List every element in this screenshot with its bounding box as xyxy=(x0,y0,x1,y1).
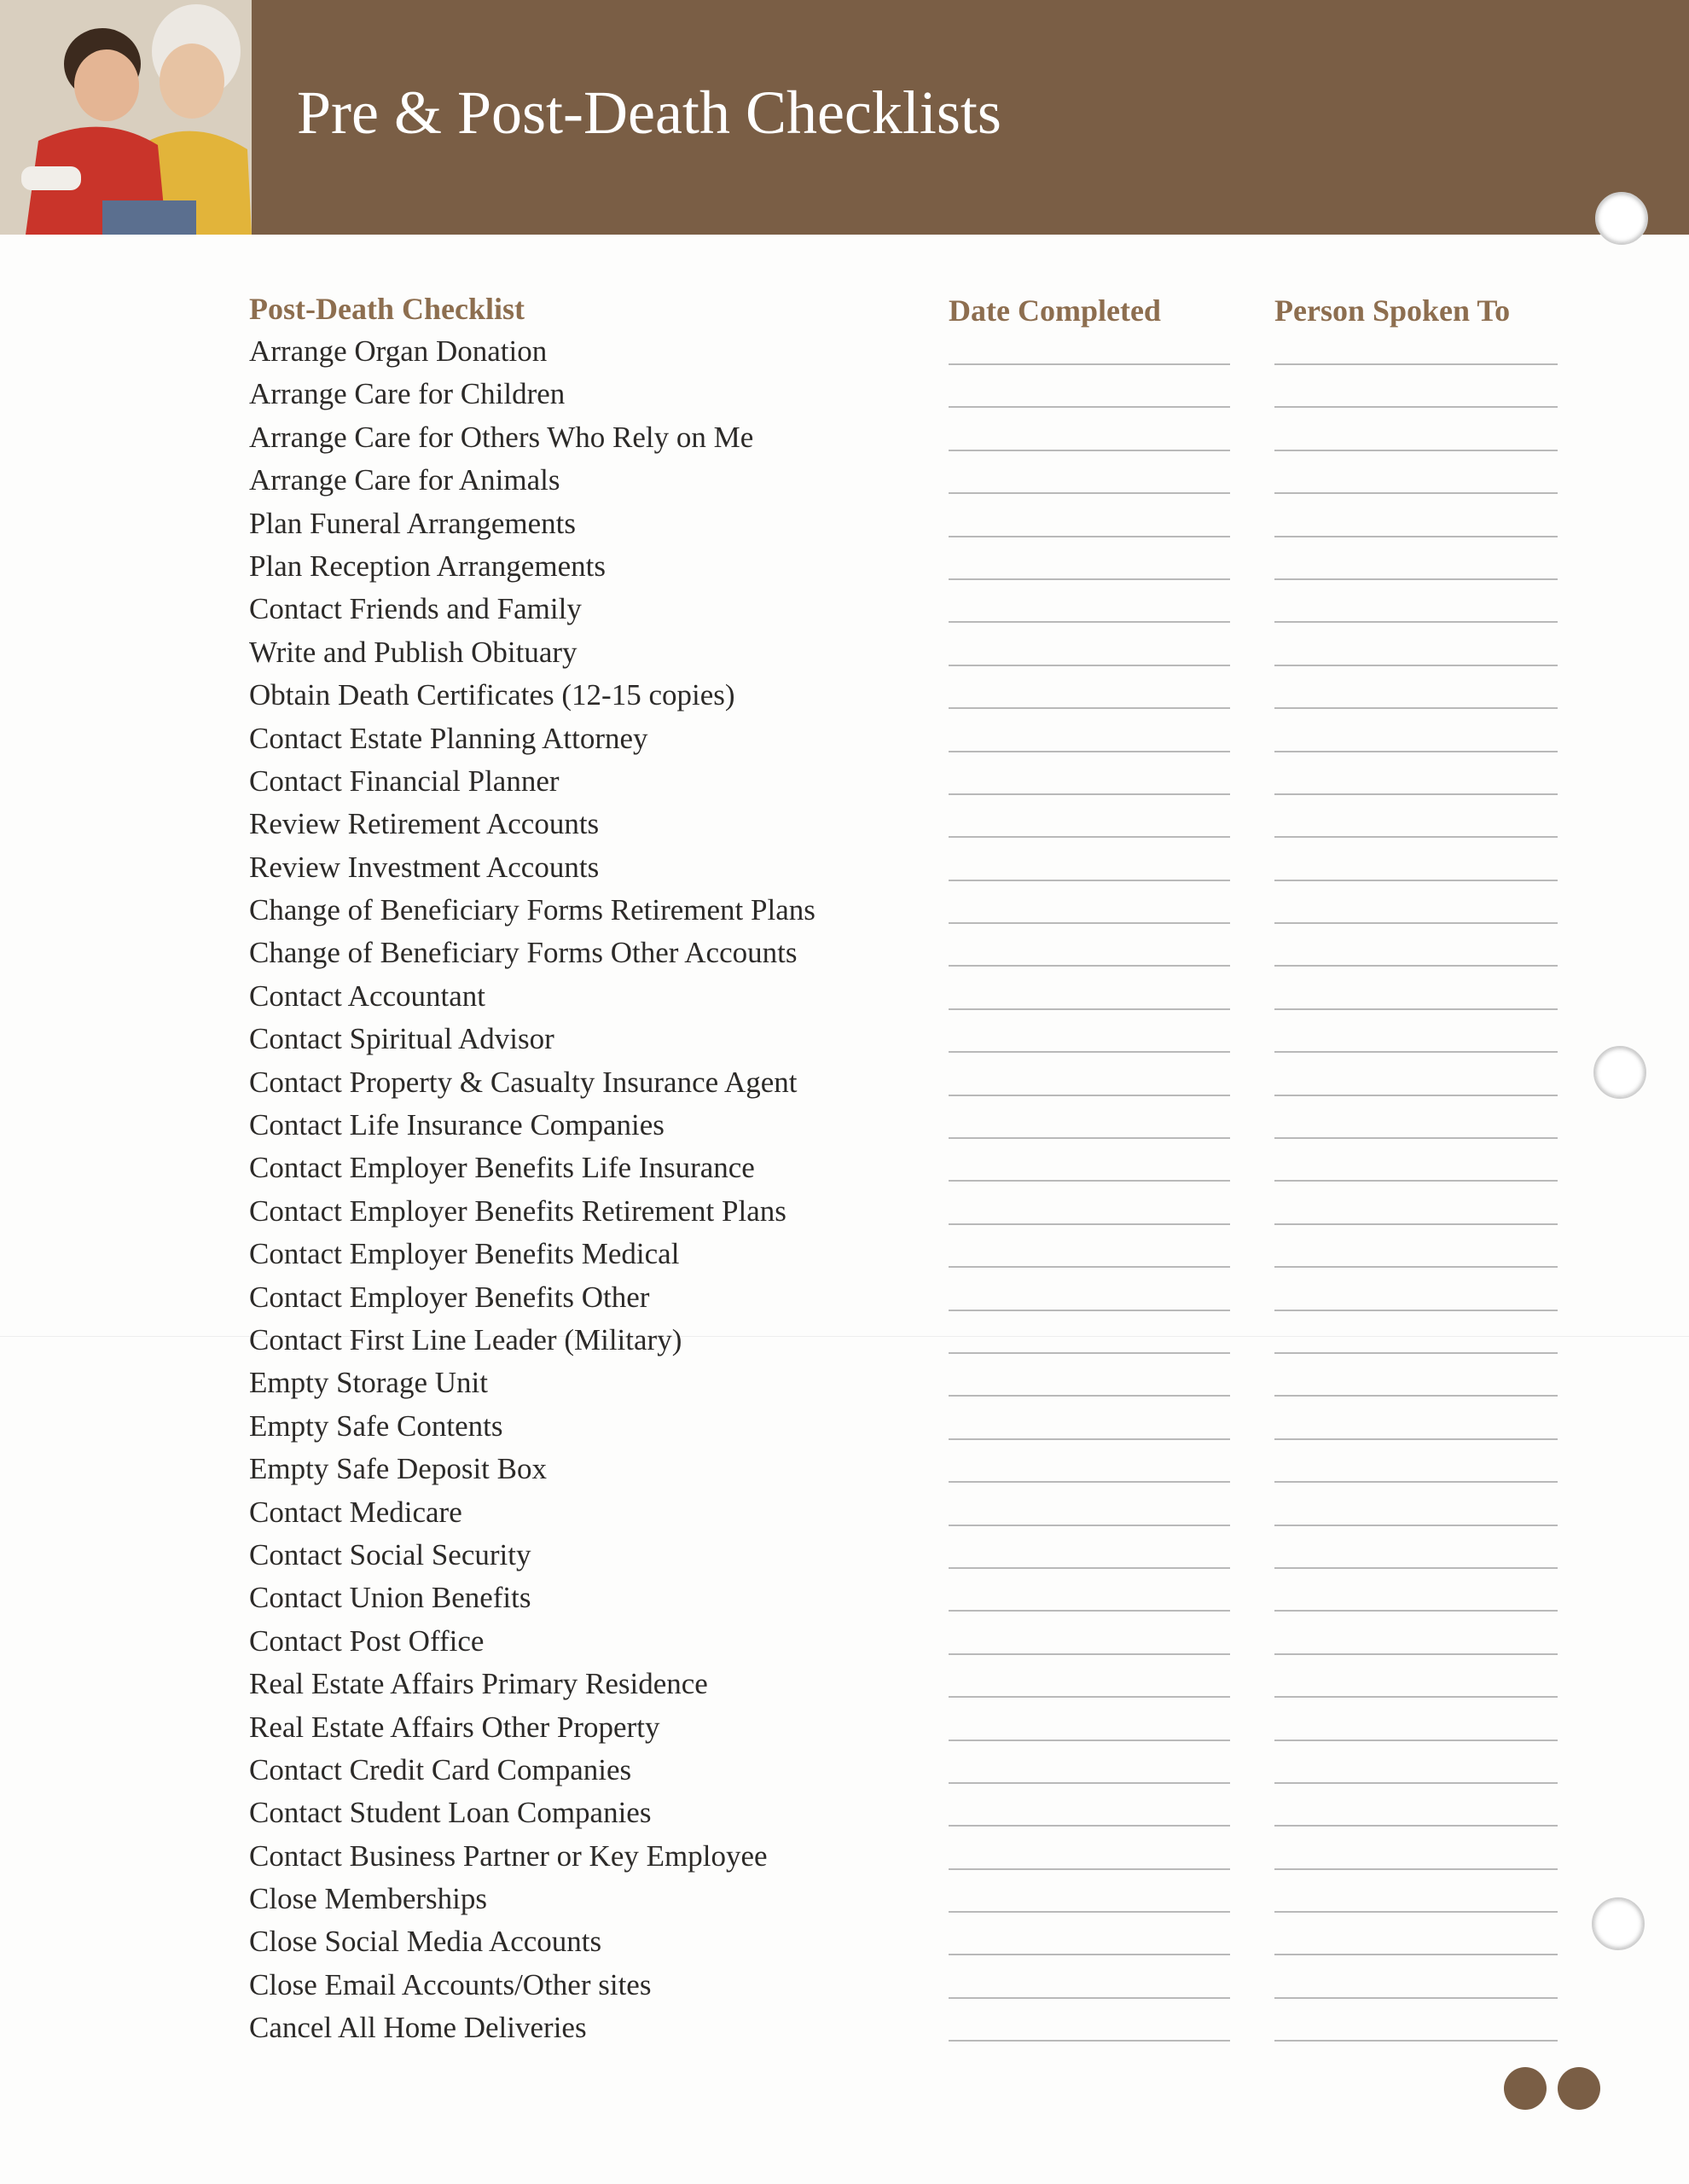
date-completed-header: Date Completed xyxy=(949,293,1161,328)
date-completed-field[interactable] xyxy=(949,1352,1230,1354)
checklist-row xyxy=(249,1022,1563,1065)
person-spoken-to-field[interactable] xyxy=(1274,1825,1558,1827)
checklist-row xyxy=(249,334,1563,377)
date-completed-field[interactable] xyxy=(949,1481,1230,1483)
checklist-item-label: Contact Union Benefits xyxy=(249,1581,531,1615)
checklist-row xyxy=(249,1066,1563,1108)
person-spoken-to-field[interactable] xyxy=(1274,1740,1558,1741)
checklist-item-label: Contact Credit Card Companies xyxy=(249,1752,632,1786)
checklist-row xyxy=(249,1452,1563,1495)
checklist-row xyxy=(249,1108,1563,1151)
checklist-row xyxy=(249,2011,1563,2053)
person-spoken-to-field[interactable] xyxy=(1274,793,1558,795)
checklist-row xyxy=(249,1237,1563,1280)
person-spoken-to-field[interactable] xyxy=(1274,1653,1558,1655)
person-spoken-to-field[interactable] xyxy=(1274,1137,1558,1139)
person-spoken-to-field[interactable] xyxy=(1274,578,1558,580)
checklist-row xyxy=(249,722,1563,764)
person-spoken-to-field[interactable] xyxy=(1274,1567,1558,1569)
checklist-row xyxy=(249,1796,1563,1838)
checklist-item-label: Contact Employer Benefits Medical xyxy=(249,1237,680,1271)
checklist-row xyxy=(249,1496,1563,1538)
date-completed-field[interactable] xyxy=(949,2040,1230,2042)
date-completed-field[interactable] xyxy=(949,1223,1230,1225)
checklist-row xyxy=(249,851,1563,893)
checklist-row xyxy=(249,421,1563,463)
checklist-row xyxy=(249,636,1563,678)
date-completed-field[interactable] xyxy=(949,1610,1230,1612)
date-completed-field[interactable] xyxy=(949,1395,1230,1397)
checklist-item-label: Contact Business Partner or Key Employee xyxy=(249,1838,768,1873)
checklist-item-label: Close Memberships xyxy=(249,1882,488,1916)
checklist-item-label: Close Email Accounts/Other sites xyxy=(249,1967,652,2001)
checklist-item-label: Empty Safe Deposit Box xyxy=(249,1452,547,1486)
checklist-row xyxy=(249,1366,1563,1409)
page-title: Pre & Post-Death Checklists xyxy=(297,78,1001,147)
checklist-row xyxy=(249,979,1563,1022)
checklist-row xyxy=(249,1151,1563,1194)
checklist-item-label: Write and Publish Obituary xyxy=(249,635,578,669)
person-spoken-to-field[interactable] xyxy=(1274,1911,1558,1913)
date-completed-field[interactable] xyxy=(949,1137,1230,1139)
date-completed-field[interactable] xyxy=(949,665,1230,666)
date-completed-field[interactable] xyxy=(949,1782,1230,1784)
checklist-item-label: Plan Funeral Arrangements xyxy=(249,506,576,540)
date-completed-field[interactable] xyxy=(949,1740,1230,1741)
checklist-row xyxy=(249,1667,1563,1710)
checklist-row xyxy=(249,592,1563,635)
header-banner xyxy=(0,0,1689,235)
date-completed-field[interactable] xyxy=(949,578,1230,580)
person-spoken-to-field[interactable] xyxy=(1274,1008,1558,1010)
person-spoken-to-field[interactable] xyxy=(1274,1610,1558,1612)
checklist-item-label: Empty Safe Contents xyxy=(249,1409,503,1443)
person-spoken-to-field[interactable] xyxy=(1274,492,1558,494)
date-completed-field[interactable] xyxy=(949,492,1230,494)
date-completed-field[interactable] xyxy=(949,880,1230,881)
checklist-item-label: Contact Friends and Family xyxy=(249,592,582,626)
family-photo xyxy=(0,0,252,235)
checklist-item-label: Arrange Care for Others Who Rely on Me xyxy=(249,420,754,454)
checklist-row xyxy=(249,1538,1563,1581)
person-spoken-to-field[interactable] xyxy=(1274,1782,1558,1784)
date-completed-field[interactable] xyxy=(949,1954,1230,1955)
person-spoken-to-field[interactable] xyxy=(1274,880,1558,881)
person-spoken-to-field[interactable] xyxy=(1274,1481,1558,1483)
date-completed-field[interactable] xyxy=(949,1567,1230,1569)
person-spoken-to-field[interactable] xyxy=(1274,836,1558,838)
checklist-items xyxy=(249,334,1563,2054)
checklist-row xyxy=(249,1409,1563,1452)
checklist-item-label: Contact Estate Planning Attorney xyxy=(249,721,648,755)
person-spoken-to-field[interactable] xyxy=(1274,1223,1558,1225)
date-completed-field[interactable] xyxy=(949,793,1230,795)
checklist-row xyxy=(249,1882,1563,1925)
date-completed-field[interactable] xyxy=(949,1008,1230,1010)
checklist-item-label: Obtain Death Certificates (12-15 copies) xyxy=(249,678,735,712)
checklist-row xyxy=(249,1194,1563,1237)
checklist-item-label: Contact Property & Casualty Insurance Agent xyxy=(249,1065,798,1099)
person-spoken-to-field[interactable] xyxy=(1274,1954,1558,1955)
checklist-row xyxy=(249,507,1563,549)
checklist-row xyxy=(249,549,1563,592)
checklist-row xyxy=(249,807,1563,850)
binder-hole xyxy=(1592,1897,1645,1950)
checklist-item-label: Contact Accountant xyxy=(249,979,486,1013)
checklist-item-label: Contact Financial Planner xyxy=(249,764,560,798)
checklist-item-label: Review Investment Accounts xyxy=(249,850,600,884)
date-completed-field[interactable] xyxy=(949,536,1230,537)
checklist-row xyxy=(249,463,1563,506)
person-spoken-to-field[interactable] xyxy=(1274,406,1558,408)
person-spoken-to-field[interactable] xyxy=(1274,1095,1558,1096)
date-completed-field[interactable] xyxy=(949,1653,1230,1655)
person-spoken-to-field[interactable] xyxy=(1274,621,1558,623)
binder-hole xyxy=(1595,192,1648,245)
date-completed-field[interactable] xyxy=(949,965,1230,967)
date-completed-field[interactable] xyxy=(949,1696,1230,1698)
person-spoken-to-field[interactable] xyxy=(1274,1868,1558,1870)
person-spoken-to-field[interactable] xyxy=(1274,1525,1558,1526)
checklist-row xyxy=(249,1711,1563,1753)
checklist-item-label: Contact Social Security xyxy=(249,1537,531,1571)
checklist-item-label: Close Social Media Accounts xyxy=(249,1925,602,1959)
date-completed-field[interactable] xyxy=(949,1051,1230,1053)
checklist-row xyxy=(249,1753,1563,1796)
date-completed-field[interactable] xyxy=(949,751,1230,752)
checklist-heading: Post-Death Checklist xyxy=(249,292,525,326)
checklist-item-label: Contact Student Loan Companies xyxy=(249,1796,652,1830)
checklist-item-label: Contact Medicare xyxy=(249,1495,462,1529)
checklist-row xyxy=(249,1581,1563,1623)
checklist-item-label: Change of Beneficiary Forms Retirement Plans xyxy=(249,893,815,927)
person-spoken-to-field[interactable] xyxy=(1274,965,1558,967)
checklist-item-label: Arrange Organ Donation xyxy=(249,334,548,368)
person-spoken-to-field[interactable] xyxy=(1274,665,1558,666)
person-spoken-to-field[interactable] xyxy=(1274,1696,1558,1698)
checklist-item-label: Arrange Care for Children xyxy=(249,377,566,411)
date-completed-field[interactable] xyxy=(949,1438,1230,1440)
checklist-item-label: Contact Spiritual Advisor xyxy=(249,1022,554,1056)
person-spoken-to-field[interactable] xyxy=(1274,1438,1558,1440)
date-completed-field[interactable] xyxy=(949,1911,1230,1913)
person-spoken-to-field[interactable] xyxy=(1274,536,1558,537)
checklist-item-label: Change of Beneficiary Forms Other Accounts xyxy=(249,936,798,970)
person-spoken-to-field[interactable] xyxy=(1274,450,1558,451)
date-completed-field[interactable] xyxy=(949,1525,1230,1526)
date-completed-field[interactable] xyxy=(949,1266,1230,1268)
date-completed-field[interactable] xyxy=(949,363,1230,365)
date-completed-field[interactable] xyxy=(949,1868,1230,1870)
checklist-item-label: Cancel All Home Deliveries xyxy=(249,2011,587,2045)
checklist-item-label: Arrange Care for Animals xyxy=(249,463,560,497)
checklist-row xyxy=(249,936,1563,979)
date-completed-field[interactable] xyxy=(949,922,1230,924)
date-completed-field[interactable] xyxy=(949,1825,1230,1827)
date-completed-field[interactable] xyxy=(949,707,1230,709)
date-completed-field[interactable] xyxy=(949,1095,1230,1096)
checklist-item-label: Contact Employer Benefits Life Insurance xyxy=(249,1151,755,1185)
person-spoken-to-field[interactable] xyxy=(1274,1180,1558,1182)
person-spoken-to-field[interactable] xyxy=(1274,1997,1558,1999)
checklist-row xyxy=(249,377,1563,420)
date-completed-field[interactable] xyxy=(949,1997,1230,1999)
person-spoken-to-field[interactable] xyxy=(1274,922,1558,924)
person-spoken-to-field[interactable] xyxy=(1274,707,1558,709)
checklist-row xyxy=(249,893,1563,936)
person-spoken-to-field[interactable] xyxy=(1274,1266,1558,1268)
checklist-item-label: Plan Reception Arrangements xyxy=(249,549,606,583)
page-dot-2 xyxy=(1558,2067,1600,2110)
checklist-item-label: Contact Post Office xyxy=(249,1623,485,1658)
date-completed-field[interactable] xyxy=(949,1180,1230,1182)
person-spoken-to-field[interactable] xyxy=(1274,1352,1558,1354)
checklist-row xyxy=(249,678,1563,721)
person-spoken-to-field[interactable] xyxy=(1274,1395,1558,1397)
checklist-item-label: Empty Storage Unit xyxy=(249,1366,488,1400)
checklist-row xyxy=(249,764,1563,807)
binder-hole xyxy=(1593,1046,1646,1099)
checklist-row xyxy=(249,1968,1563,2011)
checklist-row xyxy=(249,1624,1563,1667)
date-completed-field[interactable] xyxy=(949,450,1230,451)
checklist-row xyxy=(249,1839,1563,1882)
date-completed-field[interactable] xyxy=(949,1310,1230,1311)
date-completed-field[interactable] xyxy=(949,836,1230,838)
checklist-item-label: Review Retirement Accounts xyxy=(249,807,600,841)
person-spoken-to-field[interactable] xyxy=(1274,363,1558,365)
checklist-item-label: Contact First Line Leader (Military) xyxy=(249,1322,682,1356)
page-dot-1 xyxy=(1504,2067,1547,2110)
family-photo-illustration xyxy=(0,0,252,235)
checklist-item-label: Real Estate Affairs Primary Residence xyxy=(249,1667,708,1701)
checklist-row xyxy=(249,1323,1563,1366)
checklist-item-label: Real Estate Affairs Other Property xyxy=(249,1710,660,1744)
checklist-row xyxy=(249,1925,1563,1967)
checklist-item-label: Contact Employer Benefits Retirement Plans xyxy=(249,1194,786,1228)
person-spoken-to-field[interactable] xyxy=(1274,2040,1558,2042)
person-spoken-to-field[interactable] xyxy=(1274,751,1558,752)
date-completed-field[interactable] xyxy=(949,406,1230,408)
person-spoken-to-header: Person Spoken To xyxy=(1274,293,1511,328)
date-completed-field[interactable] xyxy=(949,621,1230,623)
checklist-row xyxy=(249,1281,1563,1323)
person-spoken-to-field[interactable] xyxy=(1274,1051,1558,1053)
person-spoken-to-field[interactable] xyxy=(1274,1310,1558,1311)
checklist-item-label: Contact Life Insurance Companies xyxy=(249,1108,665,1142)
checklist-item-label: Contact Employer Benefits Other xyxy=(249,1280,650,1314)
